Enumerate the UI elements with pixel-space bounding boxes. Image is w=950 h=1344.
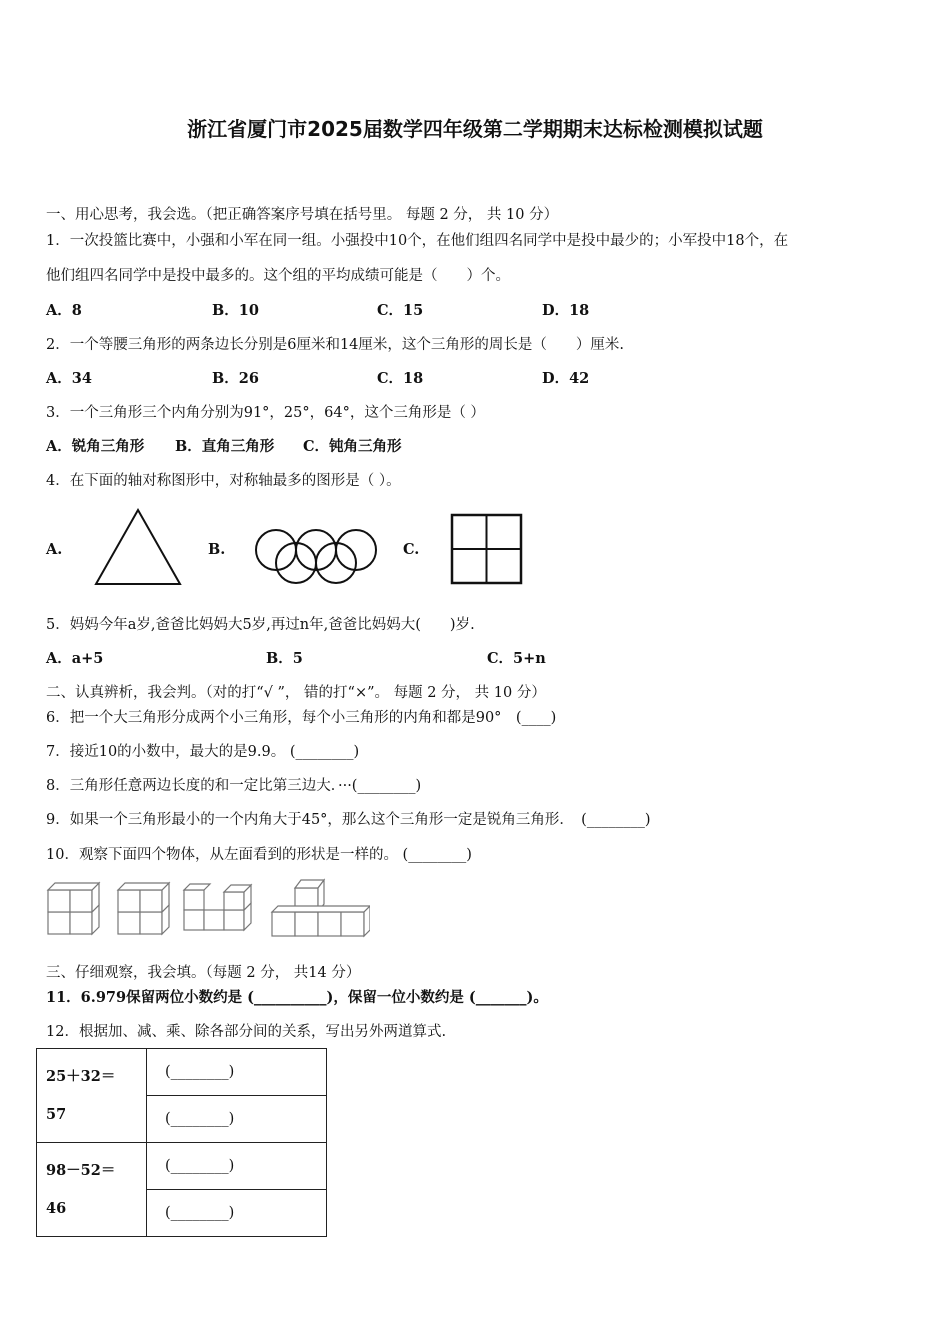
square-grid-figure xyxy=(449,512,525,586)
table-row xyxy=(37,1049,327,1096)
cube-object-4 xyxy=(268,870,370,942)
section3-header: 三、仔细观察，我会填。（每题 2 分， 共14 分） xyxy=(46,965,361,981)
q3-text: 3．一个三角形三个内角分别为91°，25°，64°，这个三角形是（ ） xyxy=(46,405,485,421)
cube-object-1 xyxy=(44,874,104,940)
q5-text: 5．妈妈今年a岁,爸爸比妈妈大5岁,再过n年,爸爸比妈妈大( )岁. xyxy=(46,617,475,633)
q5-option-b: B．5 xyxy=(266,650,303,667)
q5-option-c: C．5+n xyxy=(487,650,546,667)
table-row xyxy=(37,1143,327,1190)
expression-1-line2: 57 xyxy=(46,1105,67,1123)
expression-1-line1: 25＋32＝ xyxy=(46,1067,116,1085)
q4-text: 4．在下面的轴对称图形中，对称轴最多的图形是（ ）。 xyxy=(46,473,401,489)
triangle-figure xyxy=(90,505,186,589)
q3-option-a: A．锐角三角形 xyxy=(46,438,145,455)
q3-option-c: C．钝角三角形 xyxy=(303,438,402,455)
page-title: 浙江省厦门市2025届数学四年级第二学期期末达标检测模拟试题 xyxy=(187,117,763,141)
section2-header: 二、认真辨析，我会判。（对的打“√ ”， 错的打“×”。 每题 2 分， 共 10 分） xyxy=(46,685,546,701)
q5-option-a: A．a+5 xyxy=(46,650,104,667)
q6-text: 6．把一个大三角形分成两个小三角形，每个小三角形的内角和都是90° (____) xyxy=(46,710,557,726)
q10-text: 10．观察下面四个物体，从左面看到的形状是一样的。 (________) xyxy=(46,847,472,863)
q7-text: 7．接近10的小数中，最大的是9.9。 (________) xyxy=(46,744,360,760)
q8-text: 8．三角形任意两边长度的和一定比第三边大．···(________) xyxy=(46,778,422,794)
answer-blank-2b[interactable]: (________) xyxy=(147,1190,327,1237)
expression-2-line1: 98－52＝ xyxy=(46,1161,116,1179)
q2-option-d: D．42 xyxy=(542,370,590,387)
q12-text: 12．根据加、减、乘、除各部分间的关系，写出另外两道算式. xyxy=(46,1024,447,1040)
q1-line2: 他们组四名同学中是投中最多的。这个组的平均成绩可能是（ ）个。 xyxy=(46,268,510,284)
section1-header: 一、用心思考，我会选。（把正确答案序号填在括号里。 每题 2 分， 共 10 分） xyxy=(46,207,559,223)
expression-cell-2 xyxy=(37,1143,147,1237)
answer-blank-2a[interactable]: (________) xyxy=(147,1143,327,1190)
q11-text: 11．6.979保留两位小数约是 (__________)，保留一位小数约是 (_______)。 xyxy=(46,989,548,1006)
q2-option-a: A．34 xyxy=(46,370,92,387)
olympic-rings-figure xyxy=(250,525,382,587)
q1-option-c: C．15 xyxy=(377,302,424,319)
q9-text: 9．如果一个三角形最小的一个内角大于45°，那么这个三角形一定是锐角三角形． (________) xyxy=(46,812,651,828)
expression-2-line2: 46 xyxy=(46,1199,67,1217)
q4-option-b: B. xyxy=(208,541,226,558)
q1-option-d: D．18 xyxy=(542,302,590,319)
q4-option-a: A. xyxy=(46,541,63,558)
answer-blank-1b[interactable]: (________) xyxy=(147,1096,327,1143)
q1-option-b: B．10 xyxy=(212,302,259,319)
q2-option-b: B．26 xyxy=(212,370,259,387)
cube-object-2 xyxy=(114,876,176,940)
q12-table xyxy=(36,1048,327,1237)
expression-cell-1 xyxy=(37,1049,147,1143)
q2-text: 2．一个等腰三角形的两条边长分别是6厘米和14厘米，这个三角形的周长是（ ）厘米. xyxy=(46,337,625,353)
q2-option-c: C．18 xyxy=(377,370,424,387)
q3-option-b: B．直角三角形 xyxy=(175,438,275,455)
q4-option-c: C. xyxy=(403,541,420,558)
cube-object-3 xyxy=(180,878,258,940)
q1-line1: 1．一次投篮比赛中，小强和小军在同一组。小强投中10个，在他们组四名同学中是投中最少的；小军投中18个，在 xyxy=(46,233,789,249)
answer-blank-1a[interactable]: (________) xyxy=(147,1049,327,1096)
q1-option-a: A．8 xyxy=(46,302,82,319)
